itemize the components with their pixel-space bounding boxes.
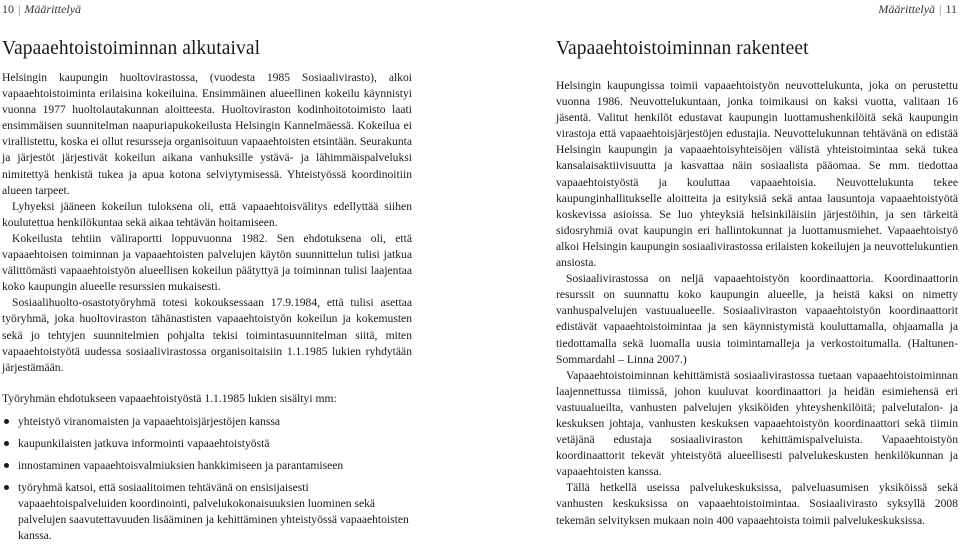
running-head-left: [2, 2, 81, 17]
paragraph: Vapaaehtoistoiminnan kehittämistä sosiaalivirastossa tuetaan vapaaehtoistoiminnan laajennettussa tiimissä, johon kuuluvat koordinaattori ja heidän esimiehensä eri vastuualueilta, vanhusten palvelujen yksiköiden yhteyshenkilöitä; palvelutalon- ja keskuksen johtaja, vanhusten keskuksen vapaaehtoistyön koordinaattori sekä tiimin vetäjänä edustaja sosiaaliviraston kehittämispalveluista. Vapaaehtoistyön koordinaattorit tekevät yhteistyötä alueellisesti palvelukeskusten henkilökunnan ja vapaaehtoisten kanssa.: [556, 368, 958, 479]
right-page-title: Vapaaehtoistoiminnan rakenteet: [556, 38, 809, 59]
bullet-icon: [4, 485, 9, 490]
list-item: yhteistyö viranomaisten ja vapaaehtoisjärjestöjen kanssa: [2, 414, 412, 430]
right-page-body: [556, 78, 958, 529]
separator: |: [18, 2, 21, 16]
page-number-left: 10: [2, 2, 14, 16]
running-head-right: [878, 2, 957, 17]
list-item: kaupunkilaisten jatkuva informointi vapaaehtoistyöstä: [2, 436, 412, 452]
separator: |: [939, 2, 942, 16]
page-number-right: 11: [945, 2, 957, 16]
bullet-icon: [4, 463, 9, 468]
paragraph: Sosiaalihuolto-osastotyöryhmä totesi kokouksessaan 17.9.1984, että tulisi asettaa työryhmä, joka huoltoviraston tähänastisten vapaaehtoistyön kokeilun ja kokemusten sekä jo tehtyjen suunnitelmien pohjalta tekisi toimintasuunnitelman siitä, miten vapaaehtoistyötä uudessa sosiaalivirastossa organisoitaisiin 1.1.1985 lukien ryhdytään järjestämään.: [2, 296, 412, 374]
list-item: työryhmä katsoi, että sosiaalitoimen tehtävänä on ensisijaisesti vapaaehtoispalveluiden koordinointi, palvelukokonaisuuksien luominen sekä palvelujen saavutettavuuden lisääminen ja kehittäminen yhteistyössä vapaaehtoisten kanssa.: [2, 480, 412, 544]
bullet-icon: [4, 441, 9, 446]
paragraph: Sosiaalivirastossa on neljä vapaaehtoistyön koordinaattoria. Koordinaattorin resurssit on suunnattu koko kaupungin alueelle, ja heistä kaksi on nimetty vanhuspalvelujen vastuualueelle. Sosiaaliviraston vapaaehtoistyön koordinaattorit edistävät vapaaehtoistoimintaa ja sen käynnistymistä kouluttamalla, ohjaamalla ja tiedottamalla sekä luomalla uusia toimintamalleja ja verkostoitumalla. (Haltunen-Sommardahl – Linna 2007.): [556, 272, 958, 366]
paragraph: Kokeilusta tehtiin väliraportti loppuvuonna 1982. Sen ehdotuksena oli, että vapaaehtoisen toiminnan ja vapaaehtoisten palvelujen käytön suunnittelun tulisi jatkua välittömästi vapaaehtoistyön alueellisen kokeilun päätyttyä ja toiminnan tulisi laajentaa koko kaupungin alueelle resurssien mukaisesti.: [2, 231, 412, 294]
running-head-left-text: Määrittelyä: [24, 2, 82, 16]
list-item: innostaminen vapaaehtoisvalmiuksien hankkimiseen ja parantamiseen: [2, 458, 412, 474]
paragraph: Lyhyeksi jääneen kokeilun tuloksena oli, että vapaaehtoisvälitys edellyttää siihen koulutettua henkilökuntaa sekä aikaa tehtävän hoitamiseen.: [2, 199, 412, 229]
bullet-icon: [4, 419, 9, 424]
paragraph: Tällä hetkellä useissa palvelukeskuksissa, palveluasumisen yksiköissä sekä vanhusten keskuksissa on vapaaehtoistoimintaa. Sosiaalivirasto syksyllä 2008 tekemän selvityksen mukaan noin 400 vapaaehtoista toimii palvelukeskuksissa.: [556, 481, 958, 527]
running-head-right-text: Määrittelyä: [878, 2, 936, 16]
bullet-list: [2, 414, 412, 545]
left-page-body: [2, 70, 412, 551]
paragraph: Helsingin kaupungissa toimii vapaaehtoistyön neuvottelukunta, joka on perustettu vuonna 1986. Neuvottelukuntaan, jonka toimikausi on kaksi vuotta, valitaan 16 jäsentä. Valitut henkilöt edustavat kaupungin luottamushenkilöitä sekä kaupungin virastoja että vapaaehtoisjärjestöjen edustajia. Neuvottelukunnan tehtävänä on edistää Helsingin kaupungin ja vapaaehtoisyhteisöjen välistä yhteistoimintaa sekä tukea kansalaisaktiivisuutta ja kasvattaa näin sosiaalista pääomaa. Se mm. tiedottaa vapaaehtoistyöstä ja kouluttaa vapaaehtoisia. Neuvottelukunta tekee kaupunginhallitukselle aloitteita ja esityksiä sekä antaa lausuntoja vapaaehtoistyötä koskevissa asioissa. Se luo yhteyksiä helsinkiläisiin järjestöihin, ja sen tärkeitä sidosryhmiä ovat kaupungin eri hallintokunnat ja luottamusmiehet. Vapaaehtoistyö alkoi Helsingin kaupungin sosiaalivirastossa erilaisten kokeilujen ja neuvottelukuntien ansiosta.: [556, 79, 958, 270]
left-page-title: Vapaaehtoistoiminnan alkutaival: [2, 38, 261, 59]
paragraph: Helsingin kaupungin huoltovirastossa, (vuodesta 1985 Sosiaalivirasto), alkoi vapaaehtoistoiminta erilaisina kokeiluina. Ensimmäinen alueellinen kokeilu käynnistyi vuonna 1977 huoltolautakunnan aloitteesta. Huoltoviraston kodinhoitotoimisto laati ensimmäisen suunnitelman naapuriapukokeilusta Helsingin Kannelmäessä. Kokeilua ei virallistettu, koska ei ollut resursseja organisoituun vapaaehtoisten etsintään. Seurakunta ja järjestöt järjestivät kokeilun aikana vanhuksille ystävä- ja lähimmäispalveluksi nimitettyä henkistä tukea ja apua kotona selviytymisessä. Yhteistyössä koordinoitiin alueen tarpeet.: [2, 71, 412, 197]
list-intro: Työryhmän ehdotukseen vapaaehtoistyöstä 1.1.1985 lukien sisältyi mm:: [2, 391, 337, 405]
